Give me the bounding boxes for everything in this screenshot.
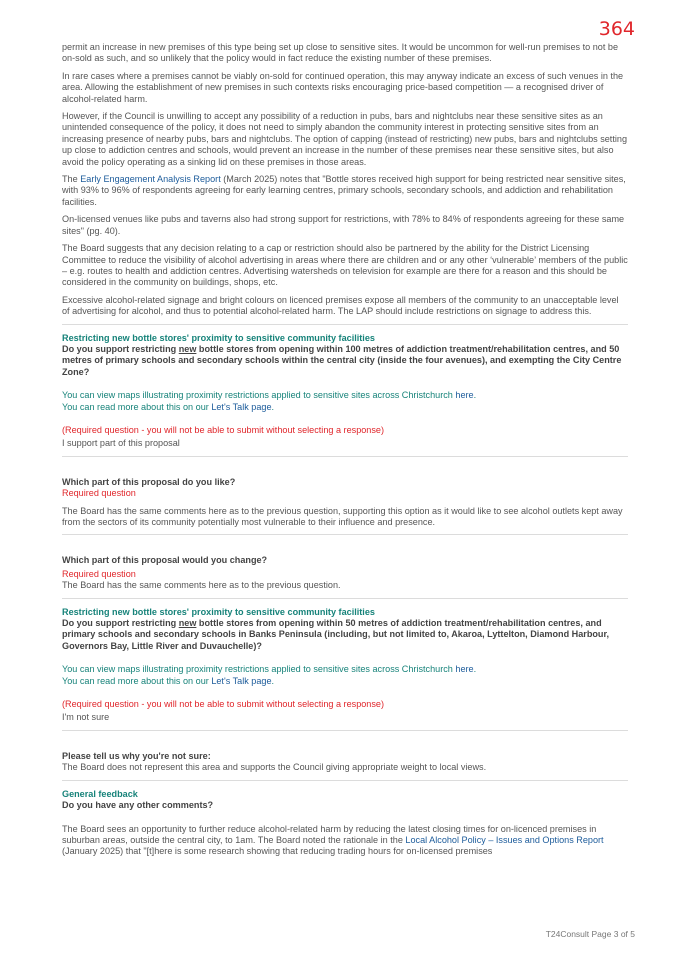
- divider: [62, 456, 628, 457]
- divider: [62, 534, 628, 535]
- text: new: [178, 343, 197, 354]
- text: You can view maps illustrating proximity restrictions applied to sensitive sites across Christchurch: [62, 390, 456, 401]
- required-note: Required question: [62, 488, 136, 499]
- answer: The Board does not represent this area and supports the Council giving appropriate weight to local views.: [62, 762, 487, 773]
- text: You can read more about this on our: [62, 401, 212, 412]
- text: Do you support restricting: [62, 343, 179, 354]
- paragraph: However, if the Council is unwilling to accept any possibility of a reduction in pubs, bars and nightclubs near these sensitive sites as an unintended consequence of the policy, it does not need to simply abandon the community interest in protecting sensitive sites from an increasing presence of nearby pubs, bars and nightclubs. The option of capping (instead of restricting) new pubs, bars and nightclubs setting up close to addiction centres and schools, would prevent an increase in the number of these premises near these sensitive sites, but also avoid the policy operating as a sinking lid on these premises in those areas.: [62, 111, 627, 167]
- text: The: [62, 174, 81, 185]
- lets-talk-link[interactable]: Let's Talk page: [211, 675, 272, 686]
- maps-here-link[interactable]: here: [455, 390, 474, 401]
- answer: [62, 824, 628, 858]
- divider: [62, 730, 628, 731]
- maps-here-link[interactable]: here: [455, 664, 474, 675]
- question: [62, 344, 628, 378]
- question: Which part of this proposal would you change?: [62, 555, 268, 566]
- maps-info: [62, 390, 628, 401]
- document-body: [62, 42, 628, 858]
- text: bottle stores from opening within 100 metres of addiction treatment/rehabilitation centres, and 50 metres of primary schools and secondary schools within the central city (inside the four avenues), and exempting the City Centre Zone?: [62, 343, 622, 377]
- text: (March 2025) notes that "Bottle stores received high support for being restricted near sensitive sites, with 93% to 96% of respondents agreeing for early learning centres, primary schools, secondary schools, and addiction and rehabilitation facilities.: [62, 174, 626, 207]
- required-note: (Required question - you will not be able to submit without selecting a response): [62, 424, 384, 435]
- text: new: [178, 618, 197, 629]
- answer: The Board has the same comments here as to the previous question.: [62, 580, 341, 591]
- paragraph: In rare cases where a premises cannot be viably on-sold for continued operation, this may anyway indicate an excess of such venues in the area. Allowing the establishment of new premises in such contexts risks encouraging price-based competition — a recognised driver of alcohol-related harm.: [62, 70, 624, 104]
- text: You can read more about this on our: [62, 675, 212, 686]
- text: You can view maps illustrating proximity restrictions applied to sensitive sites across Christchurch: [62, 664, 456, 675]
- page-footer: T24Consult Page 3 of 5: [545, 929, 635, 939]
- question: [62, 618, 628, 652]
- text: .: [473, 390, 477, 401]
- text: (January 2025) that "[t]here is some research showing that reducing trading hours for on-licensed premises: [62, 846, 493, 857]
- section-heading: General feedback: [62, 788, 138, 799]
- paragraph: The Board suggests that any decision relating to a cap or restriction should also be partnered by the ability for the District Licensing Committee to reduce the visibility of alcohol advertising in areas where there are children and or any other ‘vulnerable’ members of the public – e.g. routes to health and addiction centres. Advertising watersheds on television for example are there for a reason and this should be considered in the community on buildings, shops, etc.: [62, 243, 628, 288]
- divider: [62, 324, 628, 325]
- question: Please tell us why you're not sure:: [62, 750, 211, 761]
- divider: [62, 780, 628, 781]
- read-more-info: [62, 676, 628, 687]
- answer: I'm not sure: [62, 712, 110, 723]
- required-note: Required question: [62, 568, 136, 579]
- required-note: (Required question - you will not be able to submit without selecting a response): [62, 699, 384, 710]
- page-number: 364: [598, 18, 635, 40]
- text: .: [473, 664, 477, 675]
- answer: The Board has the same comments here as to the previous question, supporting this option as it would like to see alcohol outlets kept away from the sectors of its community potentially most vulnerable to their influence and presence.: [62, 505, 623, 527]
- text: Do you support restricting: [62, 618, 179, 629]
- question: Which part of this proposal do you like?: [62, 476, 236, 487]
- answer: I support part of this proposal: [62, 438, 180, 449]
- text: .: [271, 675, 275, 686]
- local-alcohol-policy-report-link[interactable]: Local Alcohol Policy – Issues and Options Report: [405, 834, 604, 845]
- paragraph: Excessive alcohol-related signage and bright colours on licenced premises expose all members of the community to an unacceptable level of advertising for alcohol, and thus to potential alcohol-related harm. The LAP should include restrictions on signage to address this.: [62, 294, 619, 317]
- paragraph: On-licensed venues like pubs and taverns also had strong support for restrictions, with 78% to 84% of respondents agreeing for these same sites" (pg. 40).: [62, 214, 625, 236]
- divider: [62, 598, 628, 599]
- text: The Board sees an opportunity to further reduce alcohol-related harm by reducing the latest closing times for on-licenced premises in suburban areas, outside the central city, to 1am. The Board noted the rationale in the: [62, 823, 597, 845]
- paragraph: permit an increase in new premises of this type being set up close to sensitive sites. It would be uncommon for well-run premises to not be on-sold as such, and so unlikely that the policy would in fact reduce the existing number of these premises.: [62, 42, 618, 64]
- text: .: [271, 401, 275, 412]
- early-engagement-report-link[interactable]: Early Engagement Analysis Report: [80, 174, 221, 185]
- question: Do you have any other comments?: [62, 800, 214, 811]
- section-heading: Restricting new bottle stores' proximity to sensitive community facilities: [62, 332, 375, 343]
- maps-info: [62, 664, 628, 675]
- lets-talk-link[interactable]: Let's Talk page: [211, 401, 272, 412]
- read-more-info: [62, 402, 628, 413]
- early-engagement-paragraph: [62, 174, 628, 208]
- text: bottle stores from opening within 50 metres of addiction treatment/rehabilitation centres, and primary schools and secondary schools in Banks Peninsula (including, but not limited to, Akaroa, Lyttelton, Diamond Harbour, Governors Bay, Little River and Duvauchelle)?: [62, 618, 610, 651]
- section-heading: Restricting new bottle stores' proximity to sensitive community facilities: [62, 606, 375, 617]
